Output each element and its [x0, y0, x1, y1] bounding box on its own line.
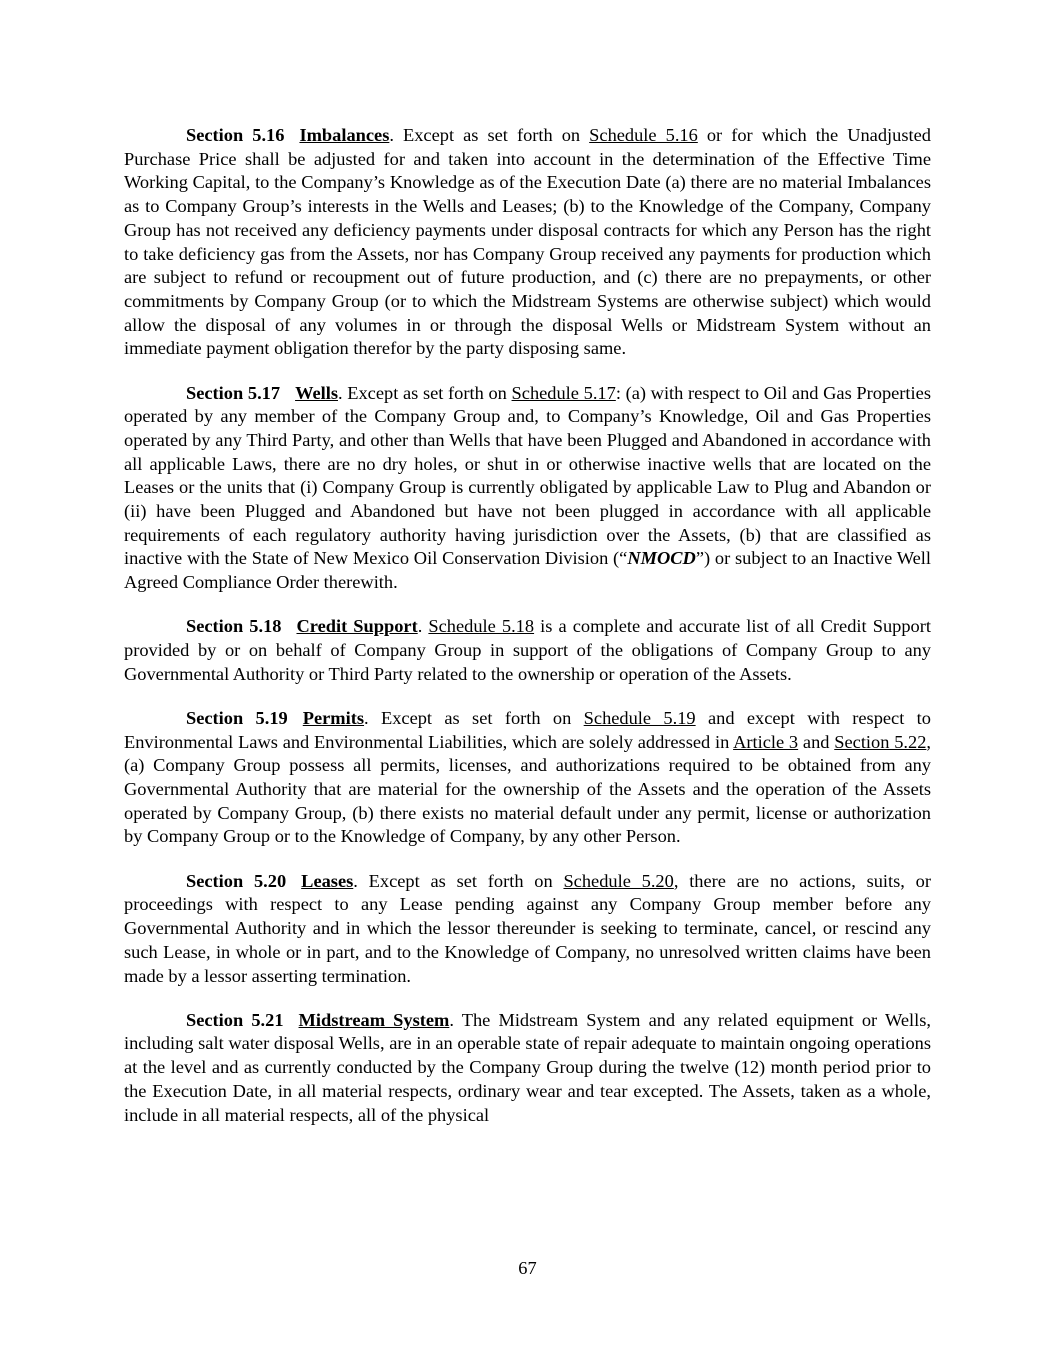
section-text: : (a) with respect to Oil and Gas Properties operated by any member of the Company Group and, to Company’s Knowledge, Oil and Gas Properties operated by any Third Party, and other than Wells that have been Plugged and Abandoned in accordance with all applicable Laws, there are no dry holes, or shut in or otherwise inactive wells that are located on the Leases or the units that (i) Company Group is currently obligated by applicable Law to Plug and Abandon or (ii) have been Plugged and Abandoned but have not been plugged in accordance with all applicable requirements of each regulatory authority having jurisdiction over the Assets, (b) that are classified as inactive with the State of New Mexico Oil Conservation Division (“ — [124, 382, 931, 569]
section-text: or for which the Unadjusted Purchase Price shall be adjusted for and taken into account in the determination of the Effective Time Working Capital, to the Company’s Knowledge as of the Execution Date (a) there are no material Imbalances as to Company Group’s interests in the Wells and Leases; (b) to the Knowledge of the Company, Company Group has not received any deficiency payments under disposal contracts for which any Person has the right to take deficiency gas from the Assets, nor has Company Group received any payments for production which are subject to refund or recoupment out of future production, and (c) there are no prepayments, or other commitments by Company Group (or to which the Midstream Systems are otherwise subject) which would allow the disposal of any volumes in or through the disposal Wells or Midstream System without an immediate payment obligation therefor by the party disposing same. — [124, 125, 931, 359]
section-text: . Except as set forth on — [337, 382, 512, 403]
section-text: , there are no actions, suits, or proceedings with respect to any Lease pending against any Company Group member before any Governmental Authority and in which the lessor thereunder is seeking to terminate, cancel, or rescind any such Lease, in whole or in part, and to the Knowledge of Company, no unresolved written claims have been made by a lessor asserting termination. — [124, 870, 931, 986]
section-heading: Permits — [302, 707, 365, 728]
section-text: , (a) Company Group possess all permits, licenses, and authorizations required to be obtained from any Governmental Authority that are material for the ownership of the Assets and the operation of the Assets operated by Company Group, (b) there exists no material default under any permit, license or authorization by Company Group or to the Knowledge of Company, by any other Person. — [124, 731, 932, 847]
section-heading: Wells — [295, 382, 338, 403]
cross-reference: Schedule 5.20 — [563, 870, 674, 891]
section-heading: Leases — [301, 870, 354, 891]
section-text: . Except as set forth on — [364, 707, 584, 728]
defined-term: NMOCD — [627, 548, 696, 569]
cross-reference: Schedule 5.16 — [589, 125, 698, 145]
section-text: and — [798, 731, 835, 752]
cross-reference: Section 5.22 — [834, 731, 927, 752]
section-heading: Midstream System — [298, 1009, 450, 1030]
section-text: . Except as set forth on — [389, 125, 590, 145]
cross-reference: Schedule 5.18 — [428, 616, 535, 637]
cross-reference: Article 3 — [733, 731, 799, 752]
section-heading: Imbalances — [299, 125, 390, 145]
section-5-16 — [124, 124, 931, 361]
cross-reference: Schedule 5.19 — [583, 707, 696, 728]
section-number: Section 5.19 — [186, 707, 288, 728]
section-number: Section 5.18 — [186, 616, 282, 637]
section-5-20 — [124, 870, 931, 989]
section-5-17 — [124, 382, 931, 595]
document-body — [124, 124, 931, 1148]
section-text: is a complete and accurate list of all Credit Support provided by or on behalf of Company Group in support of the obligations of Company Group to any Governmental Authority or Third Party related to the ownership or operation of the Assets. — [124, 616, 931, 684]
section-number: Section 5.16 — [186, 125, 285, 145]
cross-reference: Schedule 5.17 — [511, 382, 616, 403]
section-5-19 — [124, 707, 931, 849]
section-number: Section 5.17 — [186, 382, 281, 403]
section-number: Section 5.20 — [186, 870, 287, 891]
section-text: . The Midstream System and any related equipment or Wells, including salt water disposal Wells, are in an operable state of repair adequate to maintain ongoing operations at the level and as currently conducted by the Company Group during the twelve (12) month period prior to the Execution Date, in all material respects, ordinary wear and tear excepted. The Assets, taken as a whole, include in all material respects, all of the physical — [124, 1009, 931, 1125]
section-text: . — [417, 616, 429, 637]
section-text: ”) or subject to an Inactive Well Agreed Compliance Order therewith. — [124, 548, 931, 593]
section-5-18 — [124, 615, 931, 686]
section-text: . Except as set forth on — [353, 870, 564, 891]
section-5-21 — [124, 1009, 931, 1128]
section-number: Section 5.21 — [186, 1009, 284, 1030]
section-text: and except with respect to Environmental Laws and Environmental Liabilities, which are solely addressed in — [124, 707, 931, 752]
page-number: 67 — [518, 1258, 537, 1278]
section-heading: Credit Support — [296, 616, 418, 637]
